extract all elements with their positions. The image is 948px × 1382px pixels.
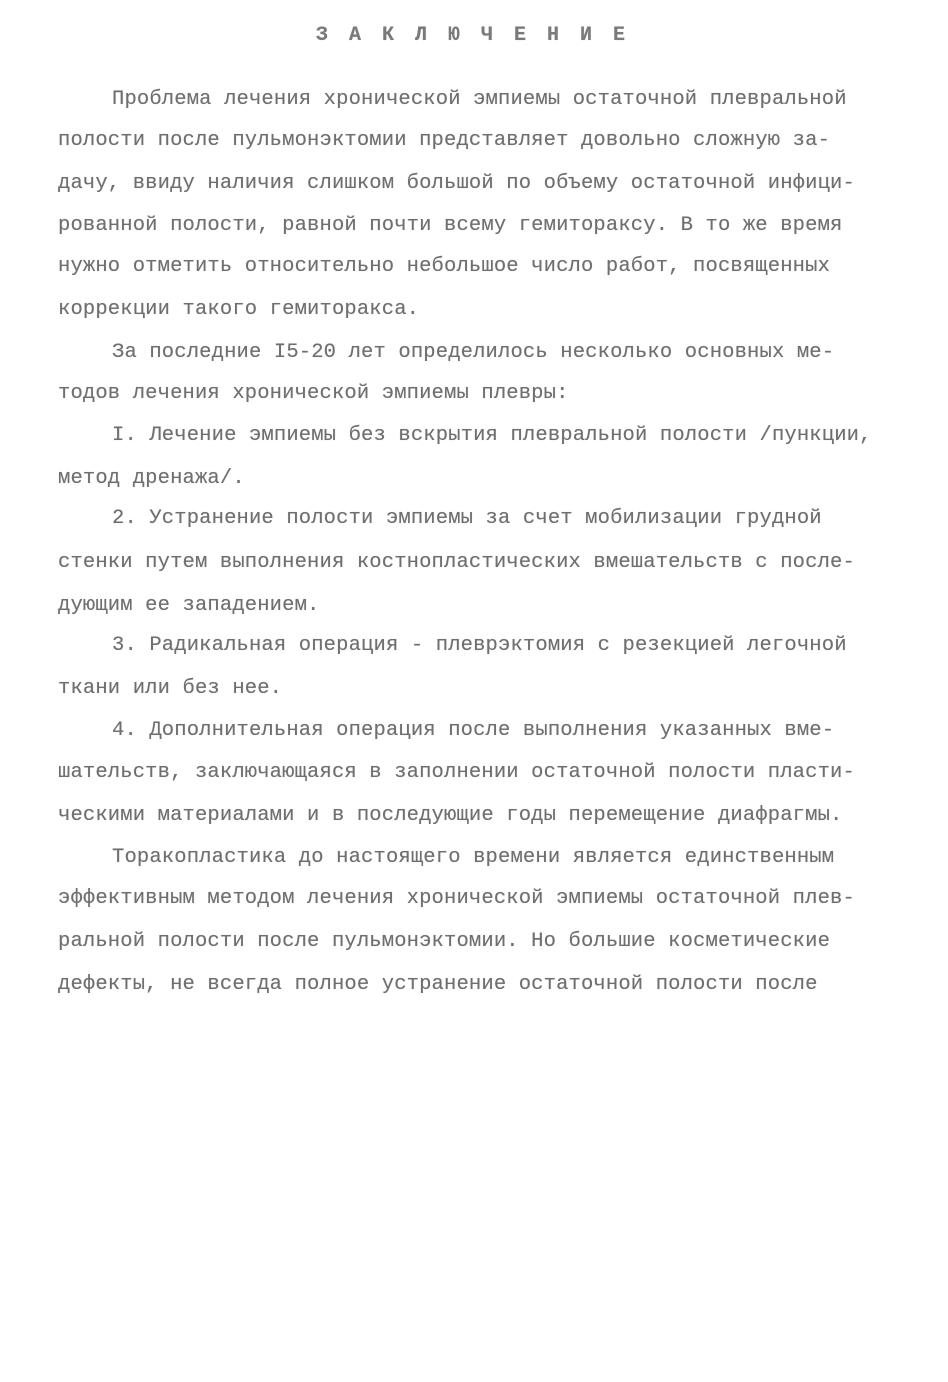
document-title: З А К Л Ю Ч Е Н И Е — [316, 24, 630, 47]
text-line: нужно отметить относительно небольшое число работ, посвященных — [58, 255, 831, 278]
text-line: ральной полости после пульмонэктомии. Но большие косметические — [58, 930, 831, 953]
list-item-4: 4. Дополнительная операция после выполнения указанных вме- — [112, 719, 835, 742]
text-line: коррекции такого гемиторакса. — [58, 298, 420, 321]
text-line: дующим ее западением. — [58, 594, 320, 617]
text-line: метод дренажа/. — [58, 467, 245, 490]
text-line: тодов лечения хронической эмпиемы плевры: — [58, 382, 569, 405]
text-line: дефекты, не всегда полное устранение остаточной полости после — [58, 973, 818, 996]
text-line: ческими материалами и в последующие годы перемещение диафрагмы. — [58, 804, 843, 827]
text-line: дачу, ввиду наличия слишком большой по объему остаточной инфици- — [58, 172, 855, 195]
text-line: шательств, заключающаяся в заполнении остаточной полости пласти- — [58, 761, 855, 784]
text-line: Торакопластика до настоящего времени является единственным — [112, 846, 835, 869]
text-line: За последние I5-20 лет определилось несколько основных ме- — [112, 341, 835, 364]
list-item-3: 3. Радикальная операция - плеврэктомия с резекцией легочной — [112, 634, 847, 657]
text-line: полости после пульмонэктомии представляет довольно сложную за- — [58, 129, 831, 152]
list-item-2: 2. Устранение полости эмпиемы за счет мобилизации грудной — [112, 507, 822, 530]
text-line: эффективным методом лечения хронической эмпиемы остаточной плев- — [58, 887, 855, 910]
text-line: Проблема лечения хронической эмпиемы остаточной плевральной — [112, 88, 847, 111]
text-line: рованной полости, равной почти всему гемитораксу. В то же время — [58, 214, 843, 237]
text-line: стенки путем выполнения костнопластических вмешательств с после- — [58, 551, 855, 574]
text-line: ткани или без нее. — [58, 677, 283, 700]
list-item-1: I. Лечение эмпиемы без вскрытия плевральной полости /пункции, — [112, 424, 872, 447]
